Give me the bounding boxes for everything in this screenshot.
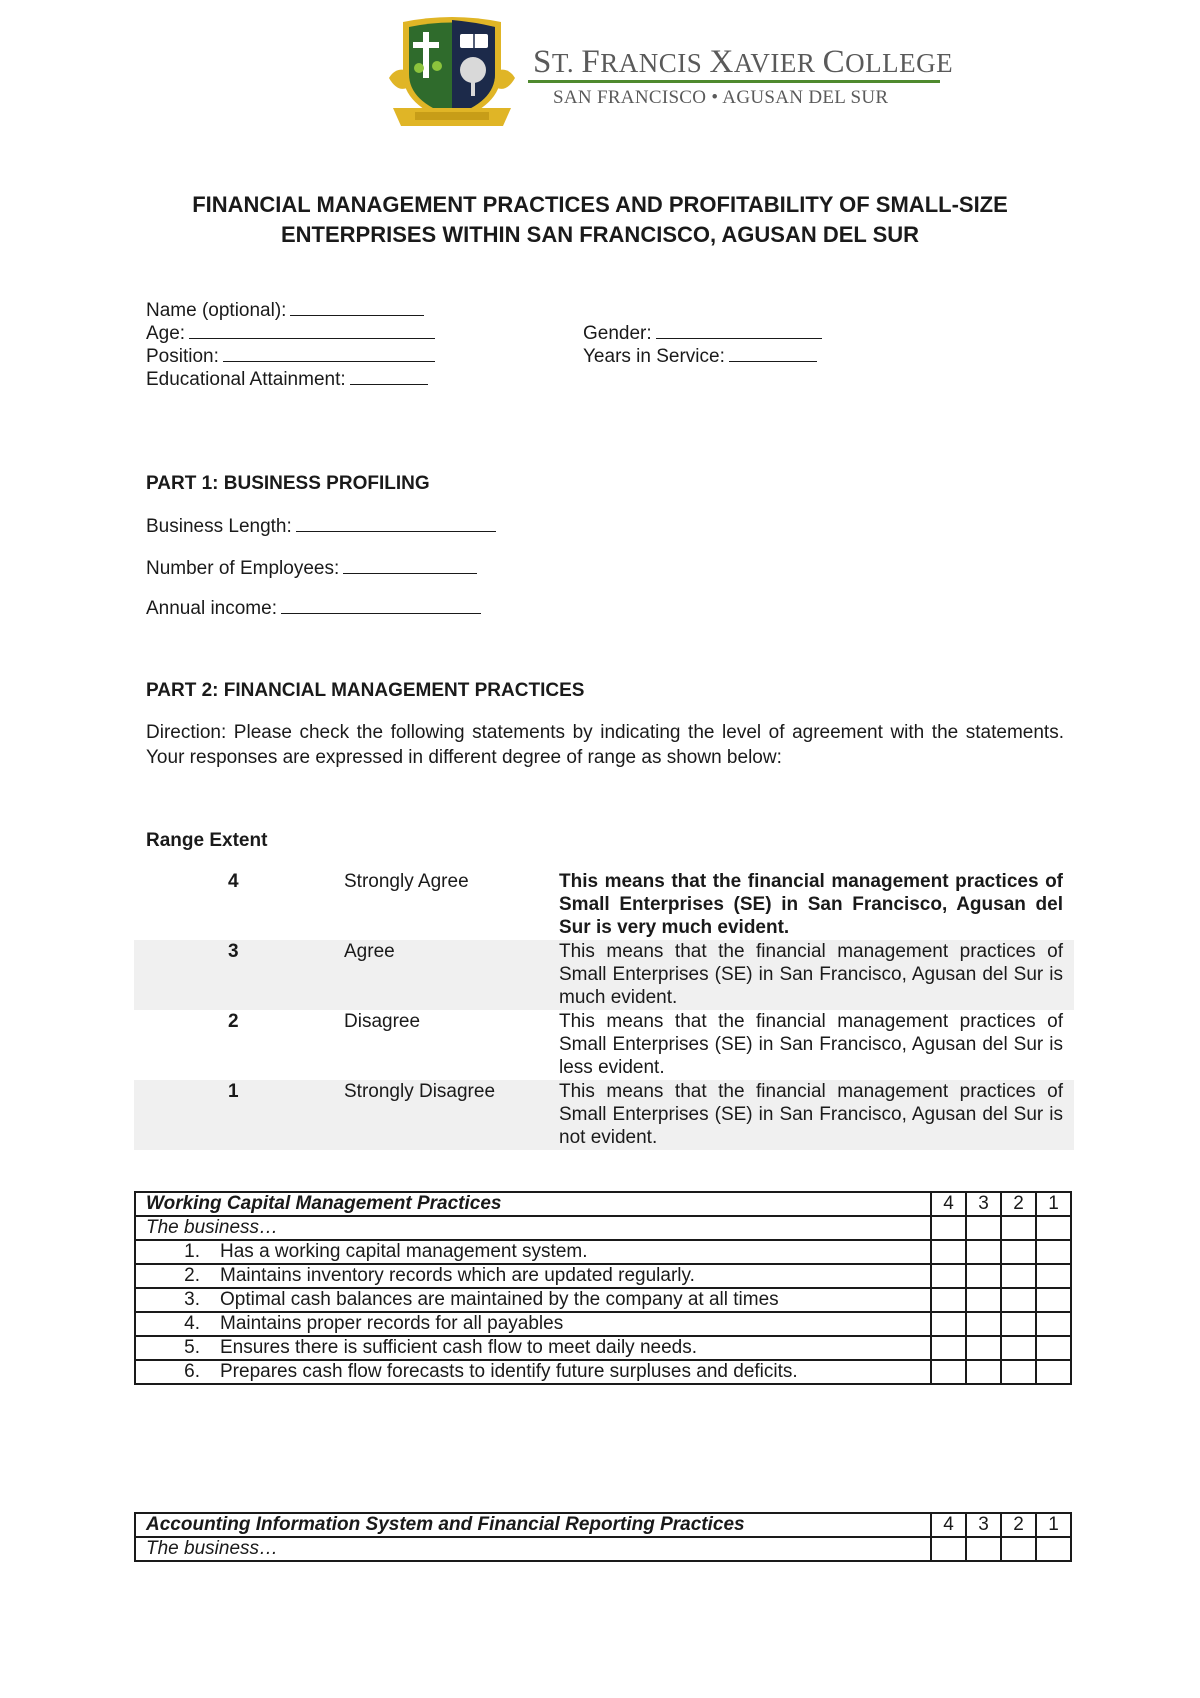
- table-subheader: The business…: [135, 1216, 931, 1240]
- years-blank[interactable]: [729, 343, 817, 362]
- item-statement: Optimal cash balances are maintained by the company at all times: [220, 1289, 779, 1310]
- name-label: Name (optional):: [146, 300, 287, 321]
- college-name: ST. FRANCIS XAVIER COLLEGE: [533, 44, 954, 80]
- score-cell[interactable]: [1036, 1240, 1071, 1264]
- working-capital-table: [134, 1191, 1072, 1385]
- position-field[interactable]: [146, 343, 435, 368]
- range-row-1: [134, 1080, 1074, 1150]
- title-line-2: ENTERPRISES WITHIN SAN FRANCISCO, AGUSAN DEL SUR: [280, 222, 920, 247]
- range-number: 2: [228, 1011, 239, 1032]
- score-cell[interactable]: [966, 1360, 1001, 1384]
- score-cell[interactable]: [1036, 1360, 1071, 1384]
- score-cell[interactable]: [931, 1336, 966, 1360]
- range-description: This means that the financial management practices of Small Enterprises (SE) in San Francisco, Agusan del Sur is very much evident.: [559, 871, 1063, 938]
- employees-field[interactable]: [146, 555, 477, 580]
- score-cell[interactable]: [931, 1312, 966, 1336]
- crest-icon: [385, 8, 519, 136]
- part1-heading: PART 1: BUSINESS PROFILING: [146, 473, 430, 494]
- table-subheader: The business…: [135, 1537, 931, 1561]
- name-field[interactable]: [146, 297, 424, 322]
- score-header: 2: [1001, 1513, 1036, 1537]
- score-header: 1: [1036, 1192, 1071, 1216]
- score-cell[interactable]: [966, 1537, 1001, 1561]
- document-title: [120, 190, 1080, 250]
- years-in-service-field[interactable]: [583, 343, 817, 368]
- part2-heading: PART 2: FINANCIAL MANAGEMENT PRACTICES: [146, 680, 585, 701]
- age-field[interactable]: [146, 320, 435, 345]
- table-row: [135, 1360, 1071, 1384]
- score-cell[interactable]: [931, 1216, 966, 1240]
- score-cell[interactable]: [966, 1240, 1001, 1264]
- item-statement: Ensures there is sufficient cash flow to meet daily needs.: [220, 1337, 698, 1358]
- range-row-2: [134, 1010, 1074, 1080]
- accounting-information-table: [134, 1512, 1072, 1562]
- score-cell[interactable]: [1001, 1288, 1036, 1312]
- range-label: Agree: [344, 941, 395, 962]
- education-label: Educational Attainment:: [146, 369, 346, 390]
- item-text: [135, 1264, 931, 1288]
- item-number: 5.: [184, 1337, 200, 1358]
- score-cell[interactable]: [966, 1288, 1001, 1312]
- table-row: [135, 1264, 1071, 1288]
- item-number: 1.: [184, 1241, 200, 1262]
- table-subheader-row: [135, 1216, 1071, 1240]
- education-blank[interactable]: [350, 366, 428, 385]
- range-label: Strongly Agree: [344, 871, 469, 892]
- title-line-1: FINANCIAL MANAGEMENT PRACTICES AND PROFITABILITY OF SMALL-SIZE: [192, 192, 1008, 217]
- score-header: 4: [931, 1513, 966, 1537]
- table-subheader-row: [135, 1537, 1071, 1561]
- table-row: [135, 1336, 1071, 1360]
- table-row: [135, 1288, 1071, 1312]
- score-cell[interactable]: [1001, 1312, 1036, 1336]
- score-cell[interactable]: [931, 1288, 966, 1312]
- score-cell[interactable]: [1001, 1537, 1036, 1561]
- item-text: [135, 1240, 931, 1264]
- score-cell[interactable]: [1036, 1216, 1071, 1240]
- item-text: [135, 1336, 931, 1360]
- education-field[interactable]: [146, 366, 428, 391]
- table-header-row: [135, 1513, 1071, 1537]
- income-label: Annual income:: [146, 598, 277, 619]
- range-label: Strongly Disagree: [344, 1081, 496, 1102]
- score-cell[interactable]: [1036, 1537, 1071, 1561]
- range-description: This means that the financial management practices of Small Enterprises (SE) in San Francisco, Agusan del Sur is much evident.: [559, 941, 1063, 1008]
- range-description: This means that the financial management practices of Small Enterprises (SE) in San Francisco, Agusan del Sur is less evident.: [559, 1011, 1063, 1078]
- range-number: 4: [228, 871, 239, 892]
- years-label: Years in Service:: [583, 346, 725, 367]
- table-row: [135, 1312, 1071, 1336]
- item-number: 6.: [184, 1361, 200, 1382]
- college-location: SAN FRANCISCO • AGUSAN DEL SUR: [553, 87, 889, 108]
- age-label: Age:: [146, 323, 186, 344]
- direction-text: Direction: Please check the following statements by indicating the level of agreement with the statements. Your responses are expressed in different degree of range as shown below:: [146, 722, 1064, 768]
- range-row-3: [134, 940, 1074, 1010]
- range-description: This means that the financial management practices of Small Enterprises (SE) in San Francisco, Agusan del Sur is not evident.: [559, 1081, 1063, 1148]
- gender-label: Gender:: [583, 323, 652, 344]
- score-header: 4: [931, 1192, 966, 1216]
- score-cell[interactable]: [966, 1216, 1001, 1240]
- item-text: [135, 1360, 931, 1384]
- range-title: Range Extent: [146, 830, 268, 851]
- score-cell[interactable]: [1001, 1264, 1036, 1288]
- score-cell[interactable]: [931, 1360, 966, 1384]
- item-number: 2.: [184, 1265, 200, 1286]
- score-cell[interactable]: [1001, 1216, 1036, 1240]
- business-length-label: Business Length:: [146, 516, 292, 537]
- score-header: 3: [966, 1513, 1001, 1537]
- item-statement: Maintains proper records for all payables: [220, 1313, 564, 1334]
- score-cell[interactable]: [931, 1264, 966, 1288]
- score-cell[interactable]: [1036, 1312, 1071, 1336]
- score-header: 1: [1036, 1513, 1071, 1537]
- score-cell[interactable]: [966, 1336, 1001, 1360]
- item-statement: Has a working capital management system.: [220, 1241, 588, 1262]
- business-length-blank[interactable]: [296, 513, 496, 532]
- item-number: 3.: [184, 1289, 200, 1310]
- score-cell[interactable]: [1036, 1336, 1071, 1360]
- score-cell[interactable]: [966, 1312, 1001, 1336]
- employees-label: Number of Employees:: [146, 558, 340, 579]
- table-header: Accounting Information System and Financial Reporting Practices: [135, 1513, 931, 1537]
- position-blank[interactable]: [223, 343, 435, 362]
- score-cell[interactable]: [966, 1264, 1001, 1288]
- header-divider: [528, 80, 940, 83]
- table-header: Working Capital Management Practices: [135, 1192, 931, 1216]
- score-cell[interactable]: [1036, 1288, 1071, 1312]
- position-label: Position:: [146, 346, 219, 367]
- score-cell[interactable]: [1001, 1240, 1036, 1264]
- table-row: [135, 1240, 1071, 1264]
- table-header-row: [135, 1192, 1071, 1216]
- business-length-field[interactable]: [146, 513, 496, 538]
- score-cell[interactable]: [931, 1537, 966, 1561]
- item-statement: Maintains inventory records which are updated regularly.: [220, 1265, 695, 1286]
- item-text: [135, 1312, 931, 1336]
- age-blank[interactable]: [189, 320, 435, 339]
- item-number: 4.: [184, 1313, 200, 1334]
- range-number: 1: [228, 1081, 239, 1102]
- range-number: 3: [228, 941, 239, 962]
- gender-field[interactable]: [583, 320, 822, 345]
- range-label: Disagree: [344, 1011, 421, 1032]
- score-cell[interactable]: [1001, 1360, 1036, 1384]
- name-blank[interactable]: [290, 297, 424, 316]
- item-statement: Prepares cash flow forecasts to identify future surpluses and deficits.: [220, 1361, 798, 1382]
- range-row-4: [134, 870, 1074, 940]
- employees-blank[interactable]: [343, 555, 477, 574]
- score-cell[interactable]: [931, 1240, 966, 1264]
- score-cell[interactable]: [1001, 1336, 1036, 1360]
- income-field[interactable]: [146, 595, 481, 620]
- college-crest-logo: [385, 8, 519, 136]
- score-cell[interactable]: [1036, 1264, 1071, 1288]
- score-header: 2: [1001, 1192, 1036, 1216]
- income-blank[interactable]: [281, 595, 481, 614]
- item-text: [135, 1288, 931, 1312]
- score-header: 3: [966, 1192, 1001, 1216]
- gender-blank[interactable]: [656, 320, 822, 339]
